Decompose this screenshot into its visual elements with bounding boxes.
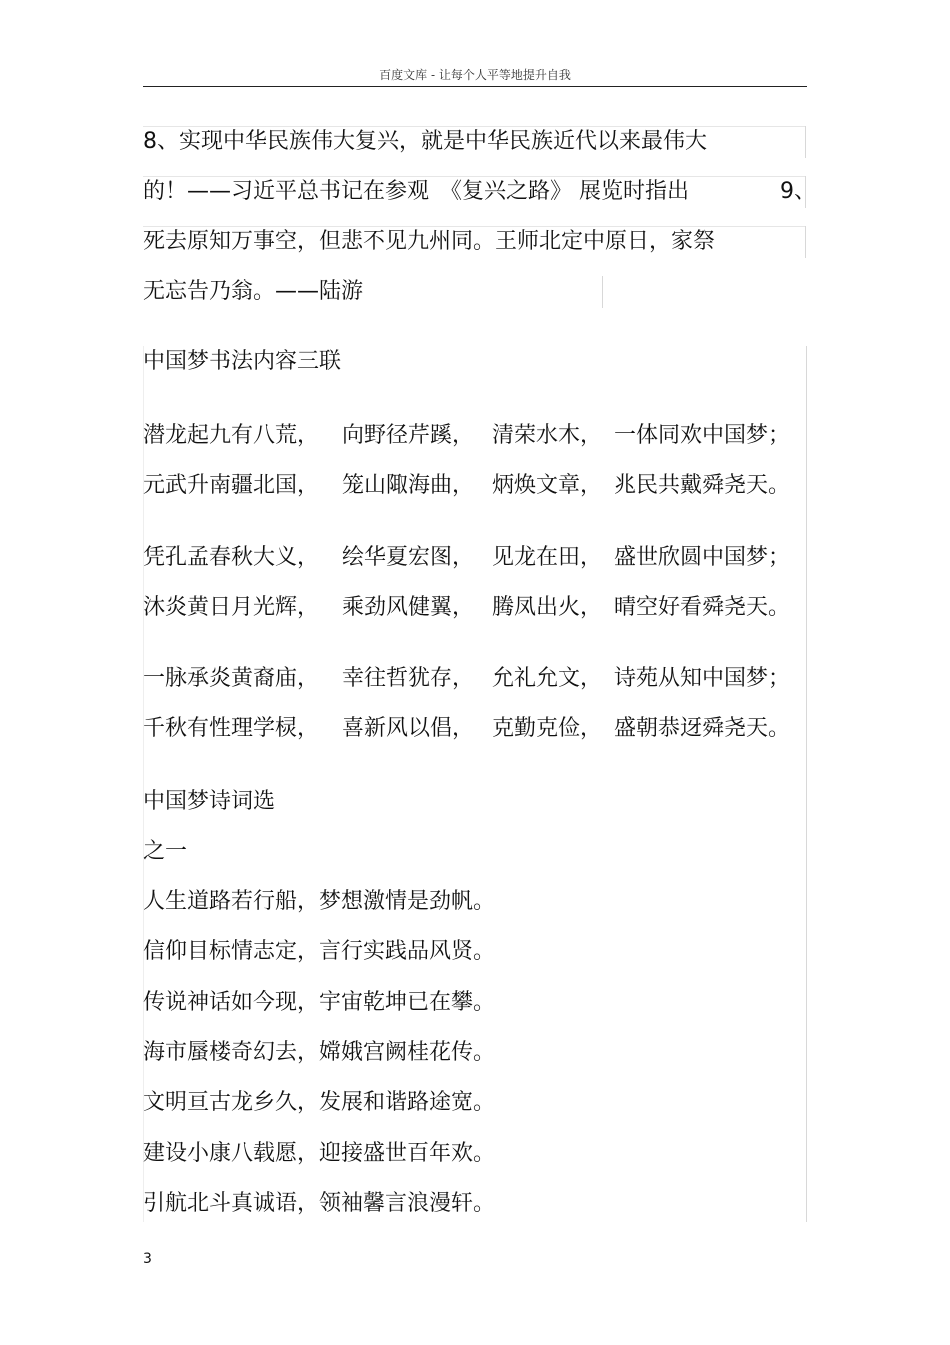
couplet-cell: 乘劲风健翼， — [342, 595, 475, 620]
quote-line: 8、实现中华民族伟大复兴，就是中华民族近代以来最伟大 — [143, 129, 707, 154]
header-divider — [143, 86, 807, 87]
poem-line: 引航北斗真诚语，领袖馨言浪漫轩。 — [143, 1190, 496, 1216]
poem-line: 文明亘古龙乡久，发展和谐路途宽。 — [143, 1090, 496, 1116]
couplet-cell: 盛世欣圆中国梦； — [614, 545, 791, 570]
poem-line: 建设小康八载愿，迎接盛世百年欢。 — [143, 1140, 496, 1166]
couplet-cell: 盛朝恭迓舜尧天。 — [614, 716, 791, 741]
couplet-cell: 一体同欢中国梦； — [614, 423, 791, 448]
couplet-cell: 喜新风以倡， — [342, 716, 475, 741]
table-border-right — [602, 276, 603, 308]
quote-line: 无忘告乃翁。——陆游 — [143, 279, 364, 304]
couplet-cell: 兆民共戴舜尧天。 — [614, 473, 791, 498]
poem-line: 传说神话如今现，宇宙乾坤已在攀。 — [143, 989, 496, 1015]
couplet-cell: 腾凤出火， — [492, 595, 603, 620]
table-border-right — [805, 226, 806, 258]
couplet-cell: 元武升南疆北国， — [143, 473, 320, 498]
table-border-right — [805, 126, 806, 158]
section-title: 中国梦诗词选 — [143, 789, 276, 814]
couplet-cell: 沐炎黄日月光辉， — [143, 595, 320, 620]
couplet-cell: 晴空好看舜尧天。 — [614, 595, 791, 620]
page-header: 百度文库 - 让每个人平等地提升自我 — [379, 68, 571, 82]
couplet-cell: 清荣水木， — [492, 423, 603, 448]
couplet-cell: 笼山陬海曲， — [342, 473, 475, 498]
couplet-cell: 炳焕文章， — [492, 473, 603, 498]
couplet-cell: 幸往哲犹存， — [342, 666, 475, 691]
couplet-cell: 千秋有性理学棂， — [143, 716, 320, 741]
couplet-cell: 一脉承炎黄裔庙， — [143, 666, 320, 691]
page-number: 3 — [143, 1251, 152, 1267]
couplet-cell: 凭孔孟春秋大义， — [143, 545, 320, 570]
content-border-right — [806, 346, 807, 1222]
quote-line: 的！——习近平总书记在参观 《复兴之路》 展览时指出 — [143, 179, 689, 204]
poem-subtitle: 之一 — [143, 839, 188, 864]
couplet-cell: 向野径芹蹊， — [342, 423, 475, 448]
couplet-cell: 克勤克俭， — [492, 716, 603, 741]
couplet-cell: 允礼允文， — [492, 666, 603, 691]
section-title: 中国梦书法内容三联 — [143, 349, 342, 374]
quote-line: 死去原知万事空，但悲不见九州同。王师北定中原日，家祭 — [143, 229, 716, 254]
poem-line: 人生道路若行船，梦想激情是劲帆。 — [143, 889, 496, 914]
couplet-cell: 见龙在田， — [492, 545, 603, 570]
couplet-cell: 潜龙起九有八荒， — [143, 423, 320, 448]
couplet-cell: 诗苑从知中国梦； — [614, 666, 791, 691]
couplet-cell: 绘华夏宏图， — [342, 545, 475, 570]
quote-number: 9、 — [780, 179, 816, 204]
poem-line: 信仰目标情志定，言行实践品风贤。 — [143, 939, 496, 965]
poem-line: 海市蜃楼奇幻去，嫦娥宫阙桂花传。 — [143, 1039, 496, 1065]
